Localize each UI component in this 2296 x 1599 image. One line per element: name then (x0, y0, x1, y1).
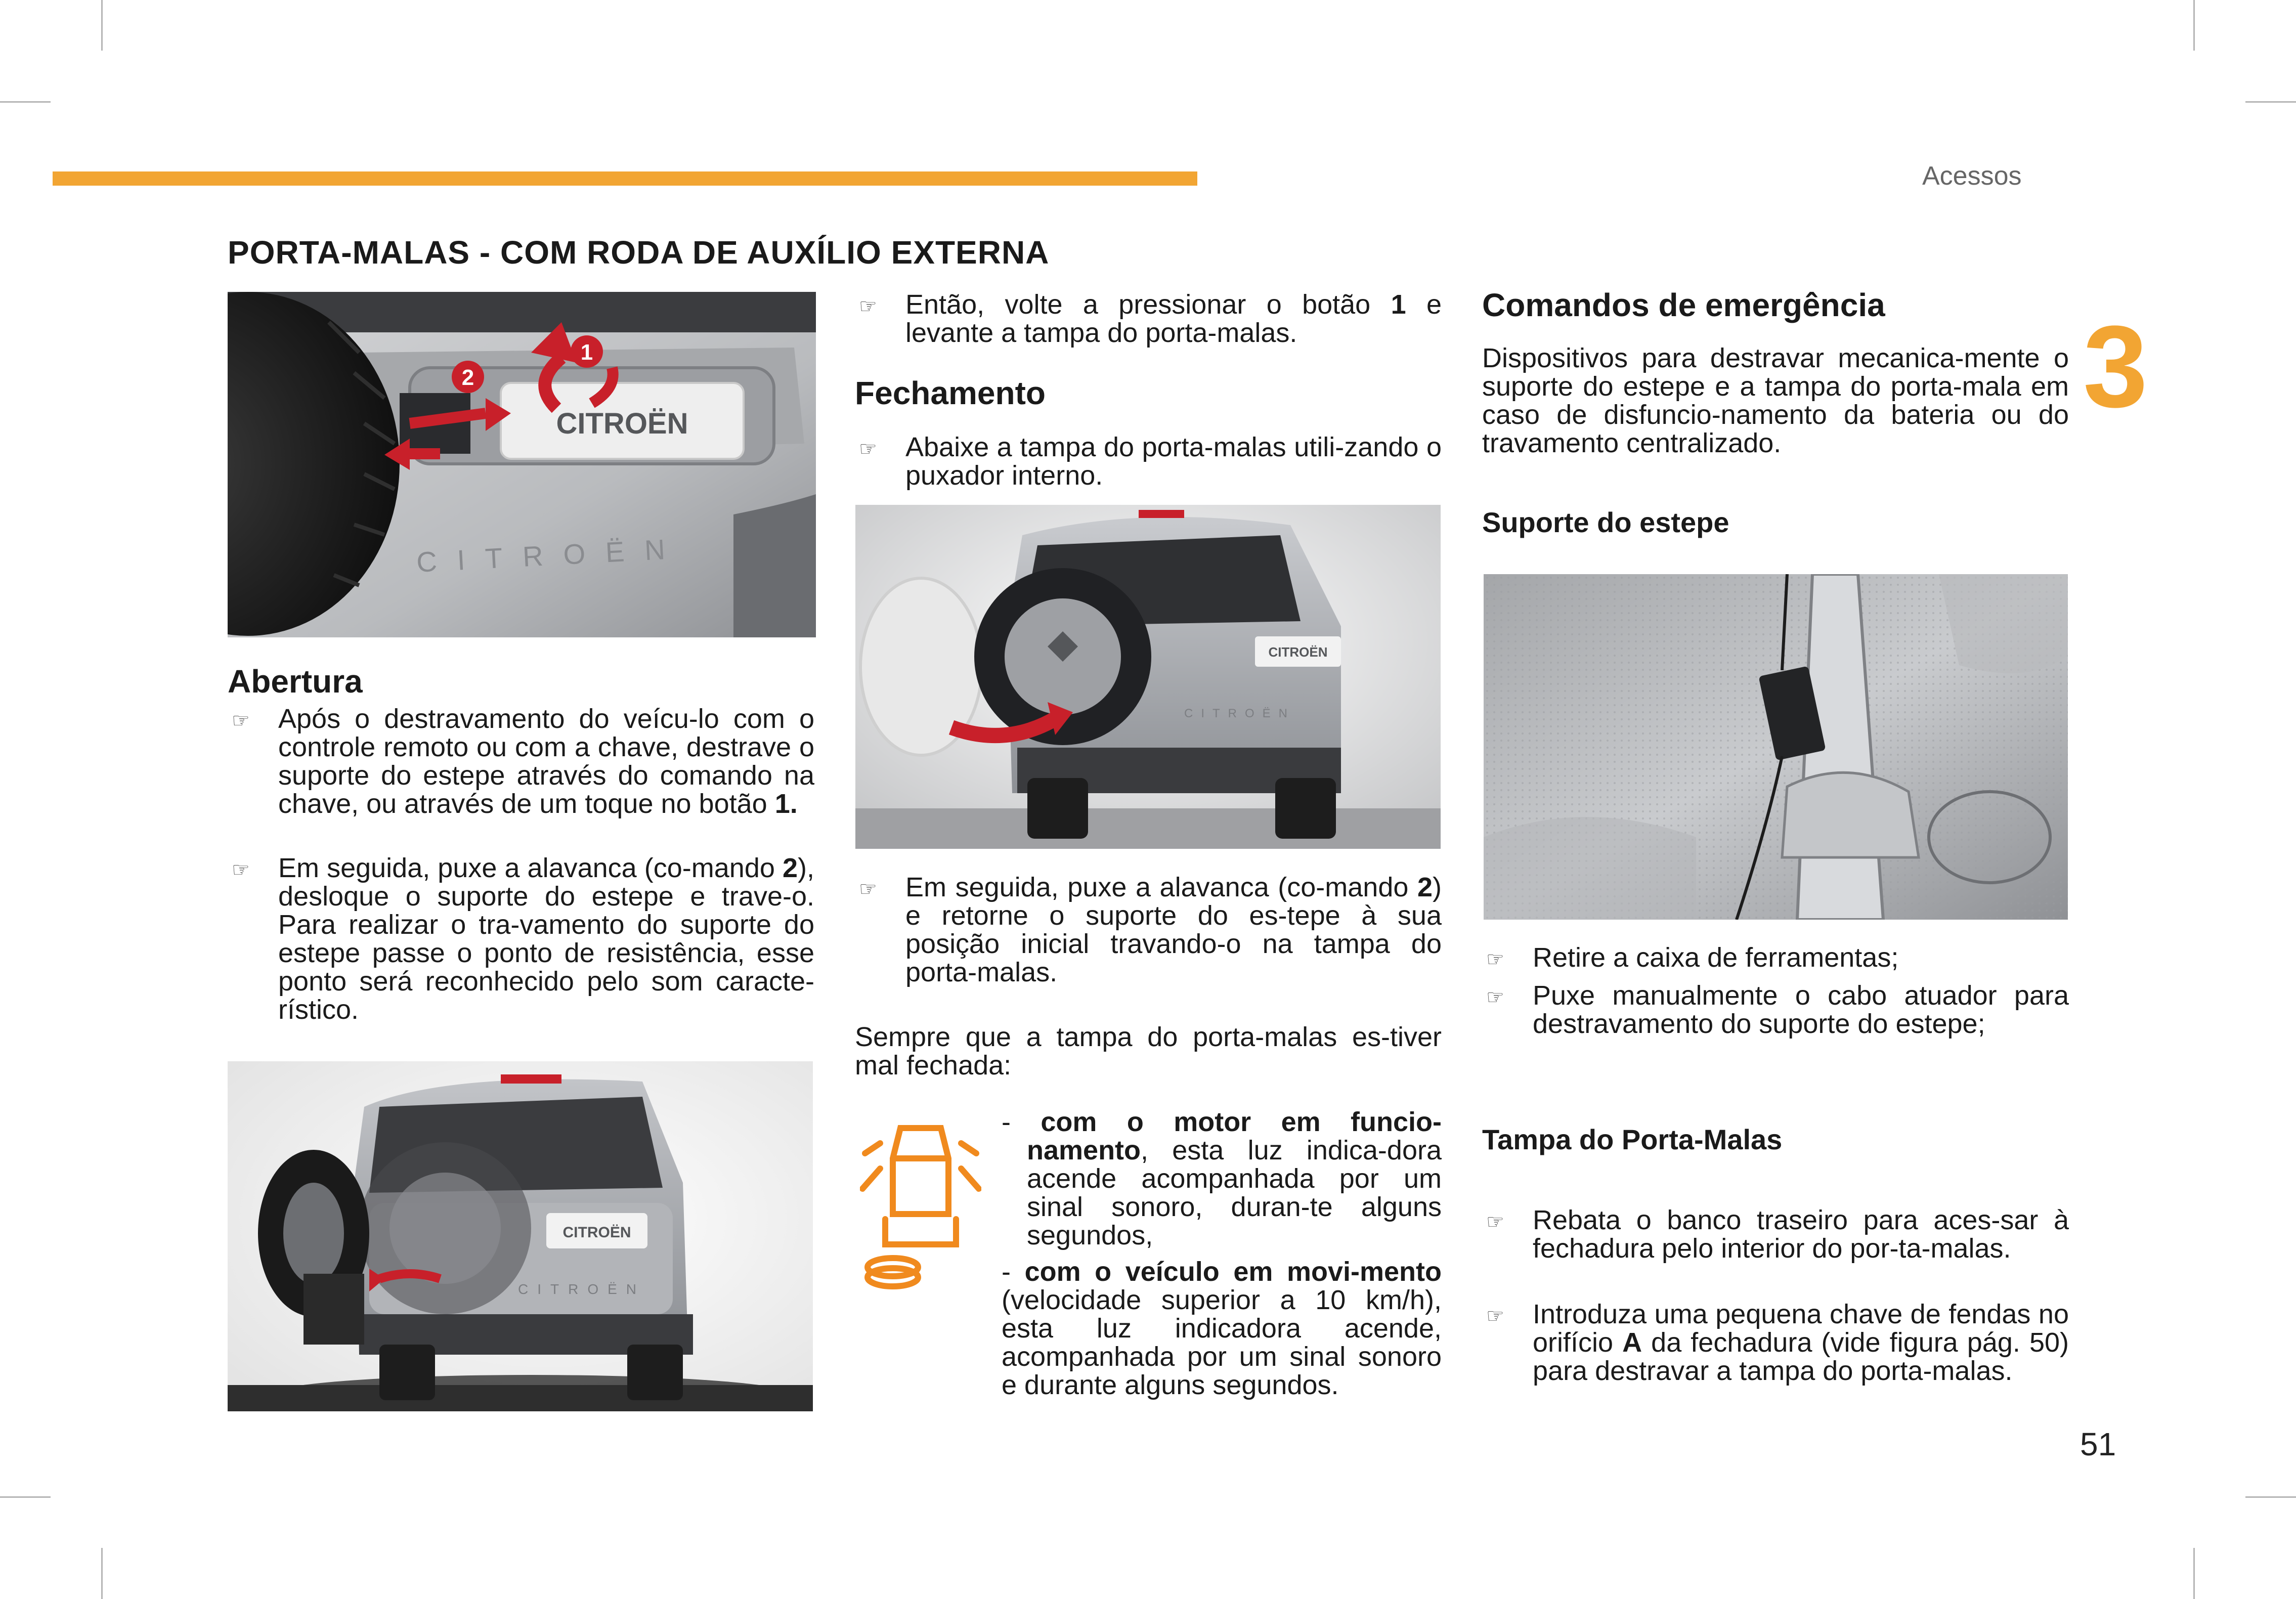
pointing-hand-icon: ☞ (859, 295, 877, 318)
brand-plate-text: CITROËN (1268, 644, 1328, 660)
body-lettering: CITROËN (415, 532, 686, 578)
crop-mark (2193, 0, 2195, 51)
crop-mark (0, 1496, 51, 1498)
dash-item-motor: - com o motor em funcio-namento, esta luz indica-dora acende acompanhada por um sinal sonoro, duran-te alguns segundos, (1002, 1107, 1442, 1250)
list-item: ☞ Puxe manualmente o cabo atuador para destravamento do suporte do estepe; (1486, 980, 2069, 1039)
list-item: ☞ Então, volte a pressionar o botão 1 e levante a tampa do porta-malas. (859, 289, 1442, 348)
brand-plate-text: CITROËN (562, 1224, 631, 1241)
crop-mark (2245, 101, 2296, 103)
list-item: ☞ Abaixe a tampa do porta-malas utili-zando o puxador interno. (859, 432, 1442, 491)
body-lettering: CITROËN (518, 1281, 645, 1297)
photo-spare-wheel-release (228, 292, 816, 637)
list-item: ☞ Retire a caixa de ferramentas; (1486, 942, 1899, 973)
callout-1: 1 (580, 340, 593, 365)
list-item: ☞ Em seguida, puxe a alavanca (co-mando 2) e retorne o suporte do es-tepe à sua posição inicial travando-o na tampa do porta-malas. (859, 872, 1442, 987)
header-accent-bar (53, 171, 1197, 186)
chapter-number: 3 (2083, 301, 2148, 431)
pointing-hand-icon: ☞ (1486, 1211, 1504, 1233)
pointing-hand-icon: ☞ (859, 878, 877, 900)
photo-rear-closing-spare-wheel (855, 505, 1441, 849)
list-item: ☞ Em seguida, puxe a alavanca (co-mando 2), desloque o suporte do estepe e trave-o. Para realizar o tra-vamento do suporte do estepe passe o ponto de resistência, esse ponto será reconhecido pelo som caracte-rístico. (232, 853, 814, 1025)
photo-rear-open-spare-wheel (228, 1061, 813, 1411)
brand-plate-text: CITROËN (556, 407, 688, 440)
heading-comandos-emergencia: Comandos de emergência (1482, 287, 1885, 323)
heading-fechamento: Fechamento (855, 375, 1046, 411)
body-lettering: CITROËN (1184, 707, 1295, 720)
list-item: ☞ Rebata o banco traseiro para aces-sar à fechadura pelo interior do por-ta-malas. (1486, 1205, 2069, 1264)
callout-2: 2 (461, 365, 474, 390)
pointing-hand-icon: ☞ (232, 859, 250, 881)
subheading-suporte-estepe: Suporte do estepe (1482, 506, 1729, 538)
crop-mark (2193, 1548, 2195, 1599)
pointing-hand-icon: ☞ (232, 710, 250, 732)
subheading-tampa-porta-malas: Tampa do Porta-Malas (1482, 1123, 1783, 1155)
pointing-hand-icon: ☞ (859, 438, 877, 460)
crop-mark (2245, 1496, 2296, 1498)
list-item: ☞ Introduza uma pequena chave de fendas no orifício A da fechadura (vide figura pág. 50) para destravar a tampa do porta-malas. (1486, 1299, 2069, 1386)
dash-item-movimento: - com o veículo em movi-mento (velocidade superior a 10 km/h), esta luz indicadora acende, acompanhada por um sinal sonoro e durante alguns segundos. (1002, 1257, 1442, 1400)
crop-mark (101, 1548, 103, 1599)
crop-mark (101, 0, 103, 51)
heading-abertura: Abertura (228, 663, 363, 700)
pointing-hand-icon: ☞ (1486, 948, 1504, 971)
pointing-hand-icon: ☞ (1486, 1305, 1504, 1327)
crop-mark (0, 101, 51, 103)
pointing-hand-icon: ☞ (1486, 986, 1504, 1009)
page-title: PORTA-MALAS - COM RODA DE AUXÍLIO EXTERNA (228, 234, 1050, 271)
paragraph-dispositivos: Dispositivos para destravar mecanica-mente o suporte do estepe e a tampa do porta-mala em caso de disfuncio-namento da bateria ou do travamento centralizado. (1482, 343, 2069, 458)
page-number: 51 (2080, 1426, 2116, 1462)
list-item: ☞ Após o destravamento do veícu-lo com o controle remoto ou com a chave, destrave o suporte do estepe através do comando na chave, ou através de um toque no botão 1. (232, 704, 814, 819)
photo-trunk-floor-cable (1484, 574, 2068, 920)
paragraph-mal-fechada: Sempre que a tampa do porta-malas es-tiver mal fechada: (855, 1022, 1442, 1081)
section-label: Acessos (1922, 161, 2022, 191)
